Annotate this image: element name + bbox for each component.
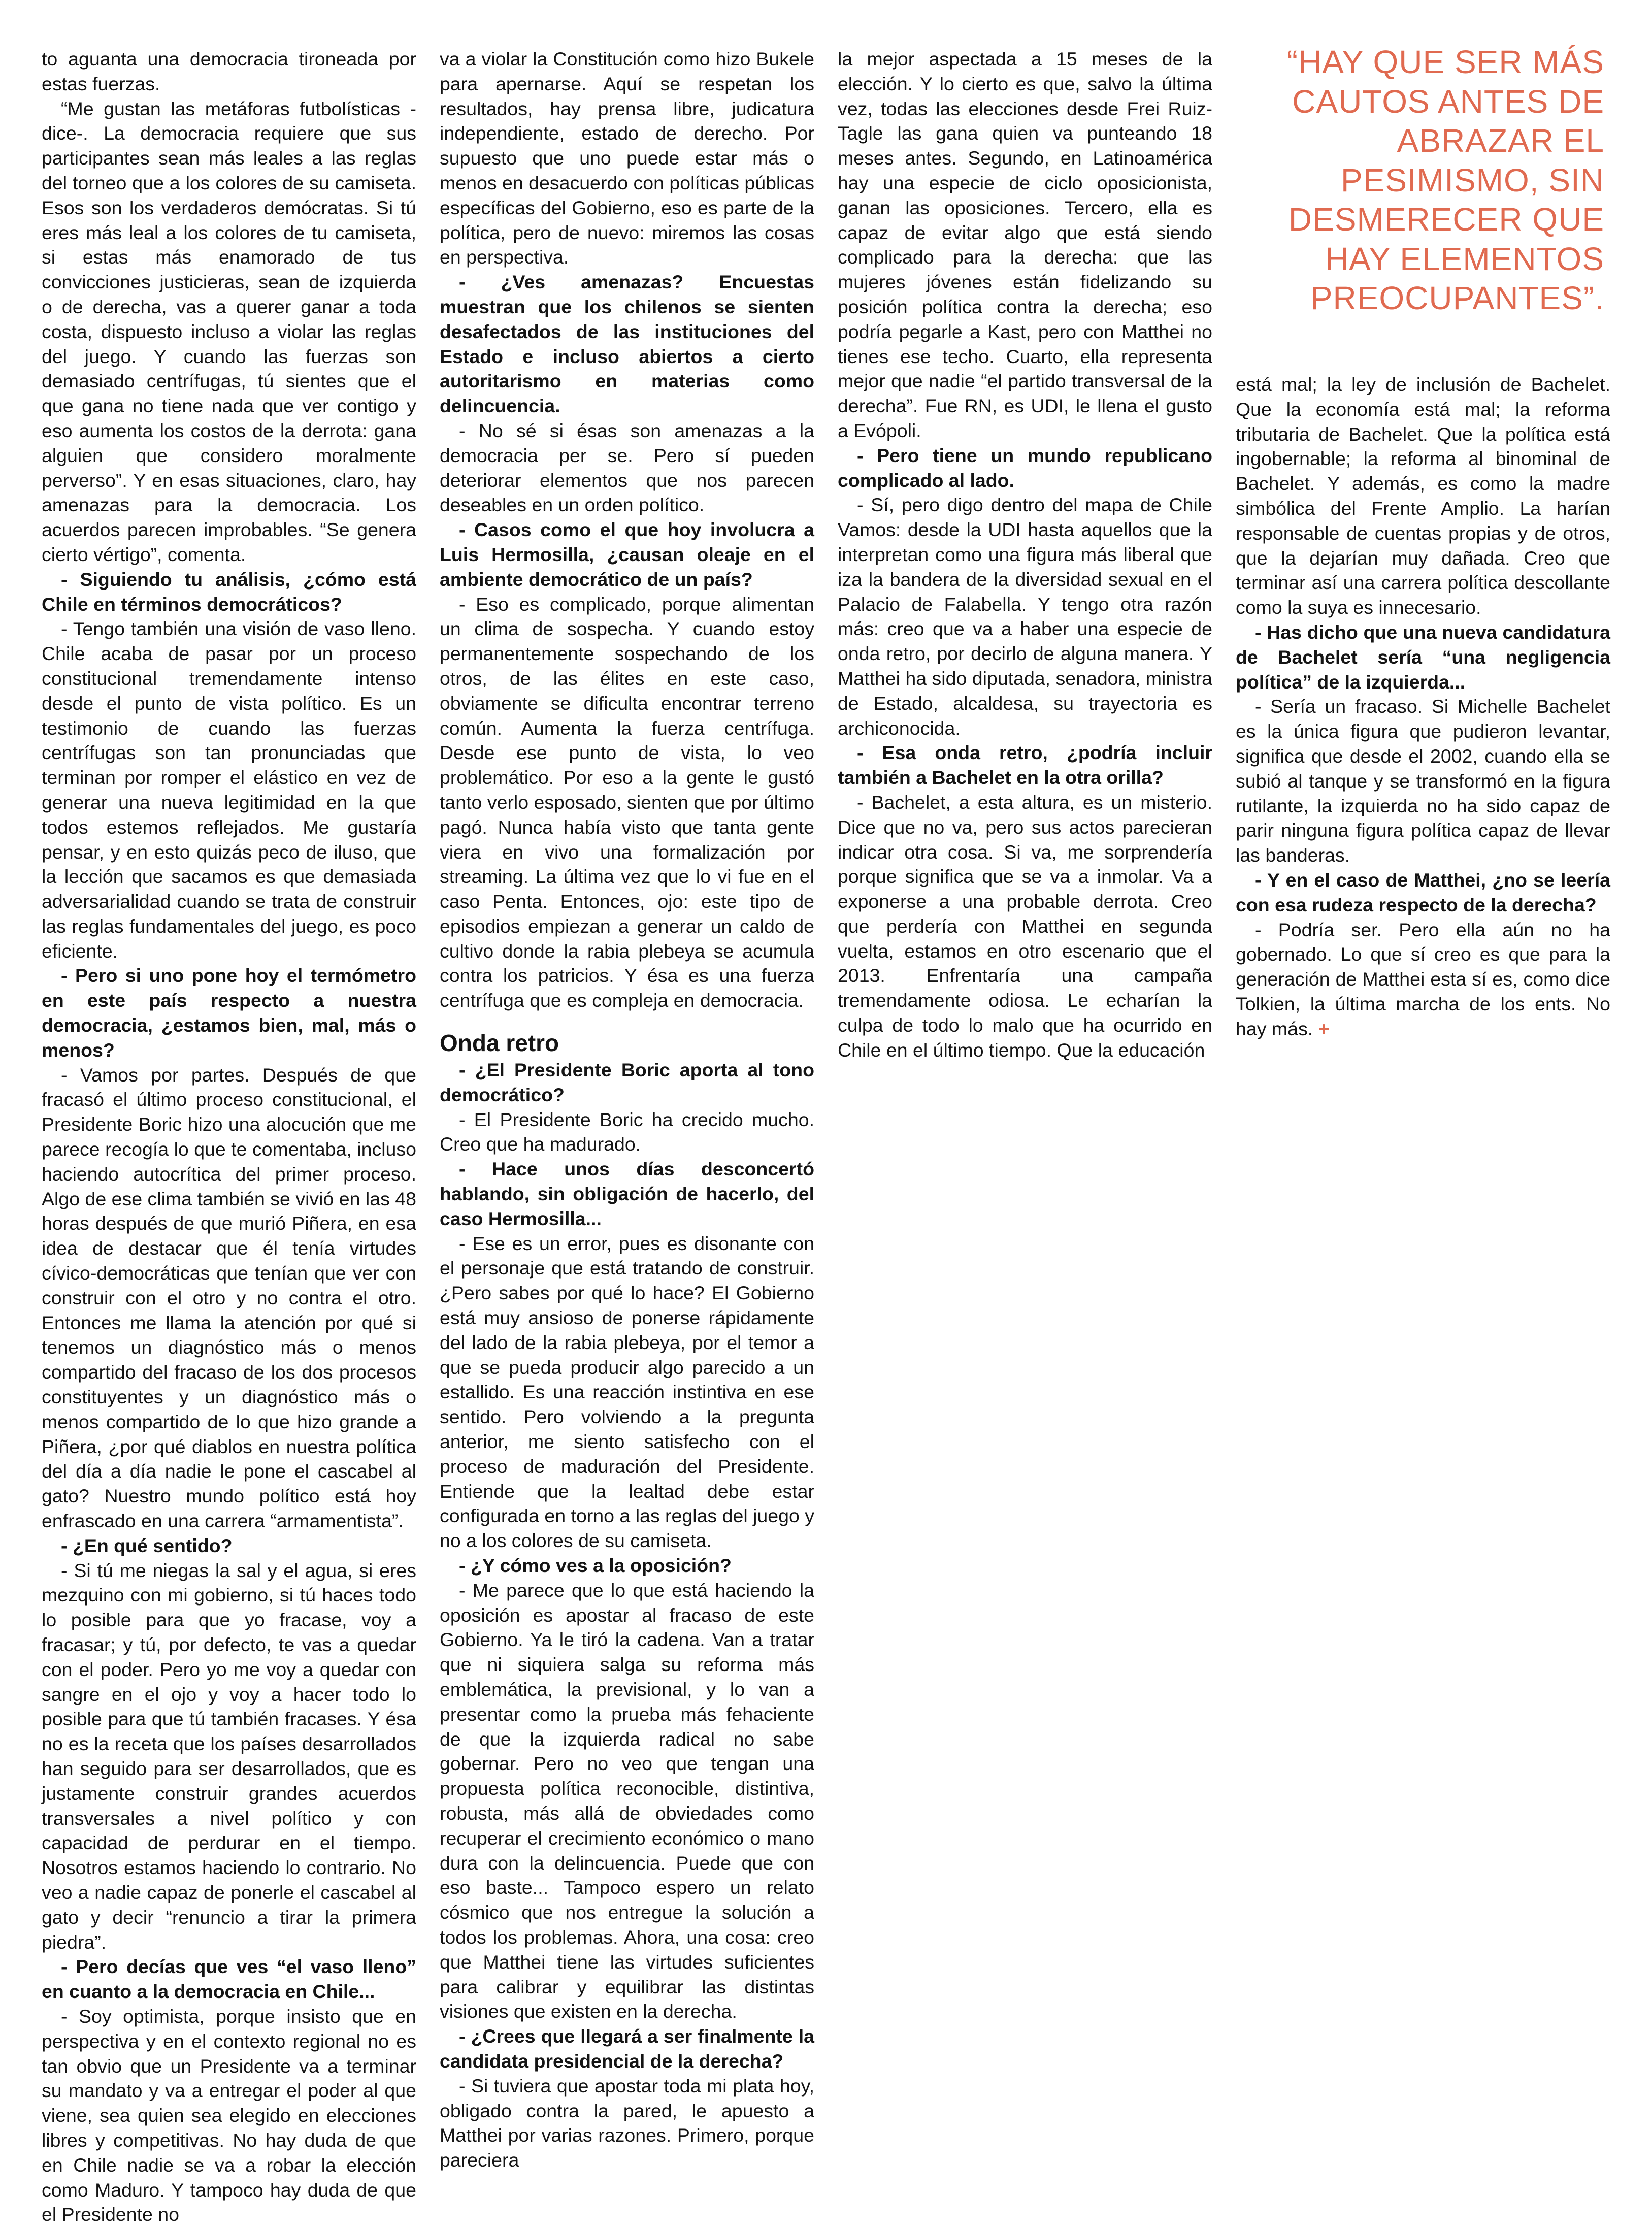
question-paragraph: - Casos como el que hoy involucra a Luis Hermosilla, ¿causan oleaje en el ambiente democrático de un país? (440, 519, 814, 590)
column-3 (838, 47, 1212, 1063)
body-paragraph: - Sería un fracaso. Si Michelle Bachelet es la única figura que pudieron levantar, significa que desde el 2002, cuando ella se subió al tanque y se transformó en la figura rutilante, la izquierda no ha sido capaz de parir ninguna figura política capaz de llevar las banderas. (1236, 696, 1610, 866)
question-paragraph: - Y en el caso de Matthei, ¿no se leería con esa rudeza respecto de la derecha? (1236, 869, 1610, 915)
body-paragraph: va a violar la Constitución como hizo Bukele para apernarse. Aquí se respetan los resultados, hay prensa libre, judicatura independiente, estado de derecho. Por supuesto que uno puede estar más o menos en desacuerdo con políticas públicas específicas del Gobierno, eso es parte de la política, pero de nuevo: miremos las cosas en perspectiva. (440, 48, 814, 268)
pull-quote: “HAY QUE SER MÁS CAUTOS ANTES DE ABRAZAR EL PESIMISMO, SIN DESMERECER QUE HAY ELEMENTOS PREOCUPANTES”. (1286, 44, 1604, 316)
column-2-top (440, 47, 814, 1013)
column-2 (440, 47, 814, 2173)
body-paragraph: la mejor aspectada a 15 meses de la elección. Y lo cierto es que, salvo la última vez, todas las elecciones desde Frei Ruiz-Tagle las gana quien va punteando 18 meses antes. Segundo, en Latinoamérica hay una especie de ciclo oposicionista, ganan las oposiciones. Tercero, ella es capaz de evitar algo que está siendo complicado para la derecha: que las mujeres jóvenes están fidelizando su posición política contra la derecha; eso podría pegarle a Kast, pero con Matthei no tienes ese techo. Cuarto, ella representa mejor que nadie “el partido transversal de la derecha”. Fue RN, es UDI, le llena el gusto a Evópoli. (838, 48, 1212, 441)
body-paragraph: - Ese es un error, pues es disonante con el personaje que está tratando de construir. ¿Pero sabes por qué lo hace? El Gobierno está muy ansioso de ponerse rápidamente del lado de la rabia plebeya, por el temor a que se pueda producir algo parecido a un estallido. Es una reacción instintiva en ese sentido. Pero volviendo a la pregunta anterior, me siento satisfecho con el proceso de maduración del Presidente. Entiende que la lealtad debe estar configurada en torno a las reglas del juego y no a los colores de su camiseta. (440, 1232, 814, 1552)
body-paragraph: “Me gustan las metáforas futbolísticas -dice-. La democracia requiere que sus participantes sean más leales a las reglas del torneo que a los colores de su camiseta. Esos son los verdaderos demócratas. Si tú eres más leal a los colores de tu camiseta, si estas más enamorado de tus convicciones justicieras, sean de izquierda o de derecha, vas a querer ganar a toda costa, dispuesto incluso a violar las reglas del juego. Y cuando las fuerzas son demasiado centrífugas, tú sientes que el que gana no tiene nada que ver contigo y eso aumenta los costos de la derrota: gana alguien que considero moralmente perverso”. Y en esas situaciones, claro, hay amenazas para la democracia. Los acuerdos parecen improbables. “Se genera cierto vértigo”, comenta. (42, 97, 416, 565)
question-paragraph: - Pero decías que ves “el vaso lleno” en cuanto a la democracia en Chile... (42, 1956, 416, 2003)
question-paragraph: - ¿El Presidente Boric aporta al tono democrático? (440, 1059, 814, 1105)
end-mark: + (1318, 1018, 1330, 1039)
body-paragraph: - Bachelet, a esta altura, es un misterio. Dice que no va, pero sus actos parecieran indicar otra cosa. Si va, me sorprendería porque significa que se va a inmolar. Va a exponerse a una probable derrota. Creo que perdería con Matthei en segunda vuelta, estamos en otro escenario que el 2013. Enfrentaría una campaña tremendamente odiosa. Le echarían la culpa de todo lo malo que ha ocurrido en Chile en el último tiempo. Que la educación (838, 791, 1212, 1061)
body-paragraph: - Tengo también una visión de vaso lleno. Chile acaba de pasar por un proceso constitucional tremendamente intenso desde el punto de vista político. Es un testimonio de cuando las fuerzas centrífugas son tan pronunciadas que terminan por romper el elástico en vez de generar una nueva legitimidad en la que todos estemos reflejados. Me gustaría pensar, y en esto quizás peco de iluso, que la lección que sacamos es que demasiada adversarialidad cuando se trata de construir las reglas fundamentales del juego, es poco eficiente. (42, 618, 416, 962)
body-paragraph: - Soy optimista, porque insisto que en perspectiva y en el contexto regional no es tan obvio que un Presidente va a terminar su mandato y va a entregar el poder al que viene, sea quien sea elegido en elecciones libres y competitivas. No hay duda de que en Chile nadie se va a robar la elección como Maduro. Y tampoco hay duda de que el Presidente no (42, 2005, 416, 2225)
column-2-bottom (440, 1058, 814, 2173)
body-paragraph: - Vamos por partes. Después de que fracasó el último proceso constitucional, el Presidente Boric hizo una alocución que me parece recogía lo que te comentaba, incluso haciendo autocrítica del primer proceso. Algo de ese clima también se vivió en las 48 horas después de que murió Piñera, en esa idea de destacar que él tenía virtudes cívico-democráticas que tenían que ver con construir con el otro y no contra el otro. Entonces me llama la atención por qué si tenemos un diagnóstico más o menos compartido del fracaso de los dos procesos constituyentes y un diagnóstico más o menos compartido de lo que hizo grande a Piñera, ¿por qué diablos en nuestra política del día a día nadie le pone el cascabel al gato? Nuestro mundo político está hoy enfrascado en una carrera “armamentista”. (42, 1064, 416, 1532)
body-paragraph: - Si tuviera que apostar toda mi plata hoy, obligado contra la pared, le apuesto a Matthei por varias razones. Primero, porque pareciera (440, 2075, 814, 2171)
question-paragraph: - ¿Crees que llegará a ser finalmente la candidata presidencial de la derecha? (440, 2025, 814, 2072)
body-paragraph: - Sí, pero digo dentro del mapa de Chile Vamos: desde la UDI hasta aquellos que la interpretan como una figura más liberal que iza la bandera de la diversidad sexual en el Palacio de Falabella. Y tengo otra razón más: creo que va a haber una especie de onda retro, por decirlo de alguna manera. Y Matthei ha sido diputada, senadora, ministra de Estado, alcaldesa, su trayectoria es archiconocida. (838, 494, 1212, 739)
question-paragraph: - ¿En qué sentido? (61, 1534, 233, 1556)
body-paragraph: - Me parece que lo que está haciendo la oposición es apostar al fracaso de este Gobierno. Ya le tiró la cadena. Van a tratar que ni siquiera salga su reforma más emblemática, la previsional, y lo van a presentar como la prueba más fehaciente de que la izquierda radical no sabe gobernar. Pero no veo que tengan una propuesta política reconocible, distintiva, robusta, más allá de obviedades como recuperar el crecimiento económico o mano dura con la delincuencia. Puede que con eso baste... Tampoco espero un relato cósmico que nos entregue la solución a todos los problemas. Ahora, una cosa: creo que Matthei tiene las virtudes suficientes para calibrar y equilibrar las distintas visiones que existen en la derecha. (440, 1579, 814, 2022)
body-paragraph (1236, 918, 1610, 1041)
column-1 (42, 47, 416, 2227)
question-paragraph: - Pero si uno pone hoy el termómetro en este país respecto a nuestra democracia, ¿estamos bien, mal, más o menos? (42, 965, 416, 1061)
question-paragraph: - Siguiendo tu análisis, ¿cómo está Chile en términos democráticos? (42, 568, 416, 615)
body-paragraph: - No sé si ésas son amenazas a la democracia per se. Pero sí pueden deteriorar elementos que nos parecen deseables en un orden político. (440, 419, 814, 516)
question-paragraph: - ¿Ves amenazas? Encuestas muestran que los chilenos se sienten desafectados de las instituciones del Estado e incluso abiertos a cierto autoritarismo en materias como delincuencia. (440, 271, 814, 417)
body-paragraph: está mal; la ley de inclusión de Bachelet. Que la economía está mal; la reforma tributaria de Bachelet. Que la política está ingobernable; la reforma al binominal de Bachelet. Y además, es como la madre simbólica del Frente Amplio. La harían responsable de cuentas propias y de otros, que la dejarían muy dañada. Creo que terminar así una carrera política descollante como la suya es innecesario. (1236, 374, 1610, 618)
question-paragraph: - Hace unos días desconcertó hablando, sin obligación de hacerlo, del caso Hermosilla... (440, 1158, 814, 1229)
question-paragraph: - Has dicho que una nueva candidatura de Bachelet sería “una negligencia política” de la izquierda... (1236, 621, 1610, 693)
column-4 (1236, 372, 1610, 1041)
question-paragraph: - ¿Y cómo ves a la oposición? (459, 1555, 732, 1577)
question-paragraph: - Pero tiene un mundo republicano complicado al lado. (838, 444, 1212, 491)
body-paragraph: - El Presidente Boric ha crecido mucho. Creo que ha madurado. (440, 1108, 814, 1155)
body-paragraph: - Si tú me niegas la sal y el agua, si eres mezquino con mi gobierno, si tú haces todo lo posible para que yo fracase, voy a fracasar; y tú, por defecto, te vas a quedar con el poder. Pero yo me voy a quedar con sangre en el ojo y voy a hacer todo lo posible para que tú también fracases. Y ésa no es la receta que los países desarrollados han seguido para ser desarrollados, que es justamente construir grandes acuerdos transversales a nivel político y con capacidad de perdurar en el tiempo. Nosotros estamos haciendo lo contrario. No veo a nadie capaz de ponerle el cascabel al gato y decir “renuncio a tirar la primera piedra”. (42, 1559, 416, 1953)
section-title: Onda retro (440, 1030, 559, 1057)
question-paragraph: - Esa onda retro, ¿podría incluir también a Bachelet en la otra orilla? (838, 742, 1212, 789)
body-paragraph: - Eso es complicado, porque alimentan un clima de sospecha. Y cuando estoy permanentemente sospechando de los otros, de las élites en este caso, obviamente se dificulta encontrar terreno común. Aumenta la fuerza centrífuga. Desde ese punto de vista, lo veo problemático. Por eso a la gente le gustó tanto verlo esposado, sienten que por último pagó. Nunca había visto que tanta gente viera en vivo una formalización por streaming. La última vez que lo vi fue en el caso Penta. Entonces, ojo: este tipo de episodios empiezan a generar un caldo de cultivo donde la rabia plebeya se acumula contra los patricios. Y ésa es una fuerza centrífuga que es compleja en democracia. (440, 593, 814, 1011)
body-paragraph-text: - Podría ser. Pero ella aún no ha gobernado. Lo que sí creo es que para la generación de Matthei esta sí es, como dice Tolkien, la última marcha de los ents. No hay más. (1236, 919, 1610, 1039)
body-paragraph: to aguanta una democracia tironeada por estas fuerzas. (42, 48, 416, 94)
